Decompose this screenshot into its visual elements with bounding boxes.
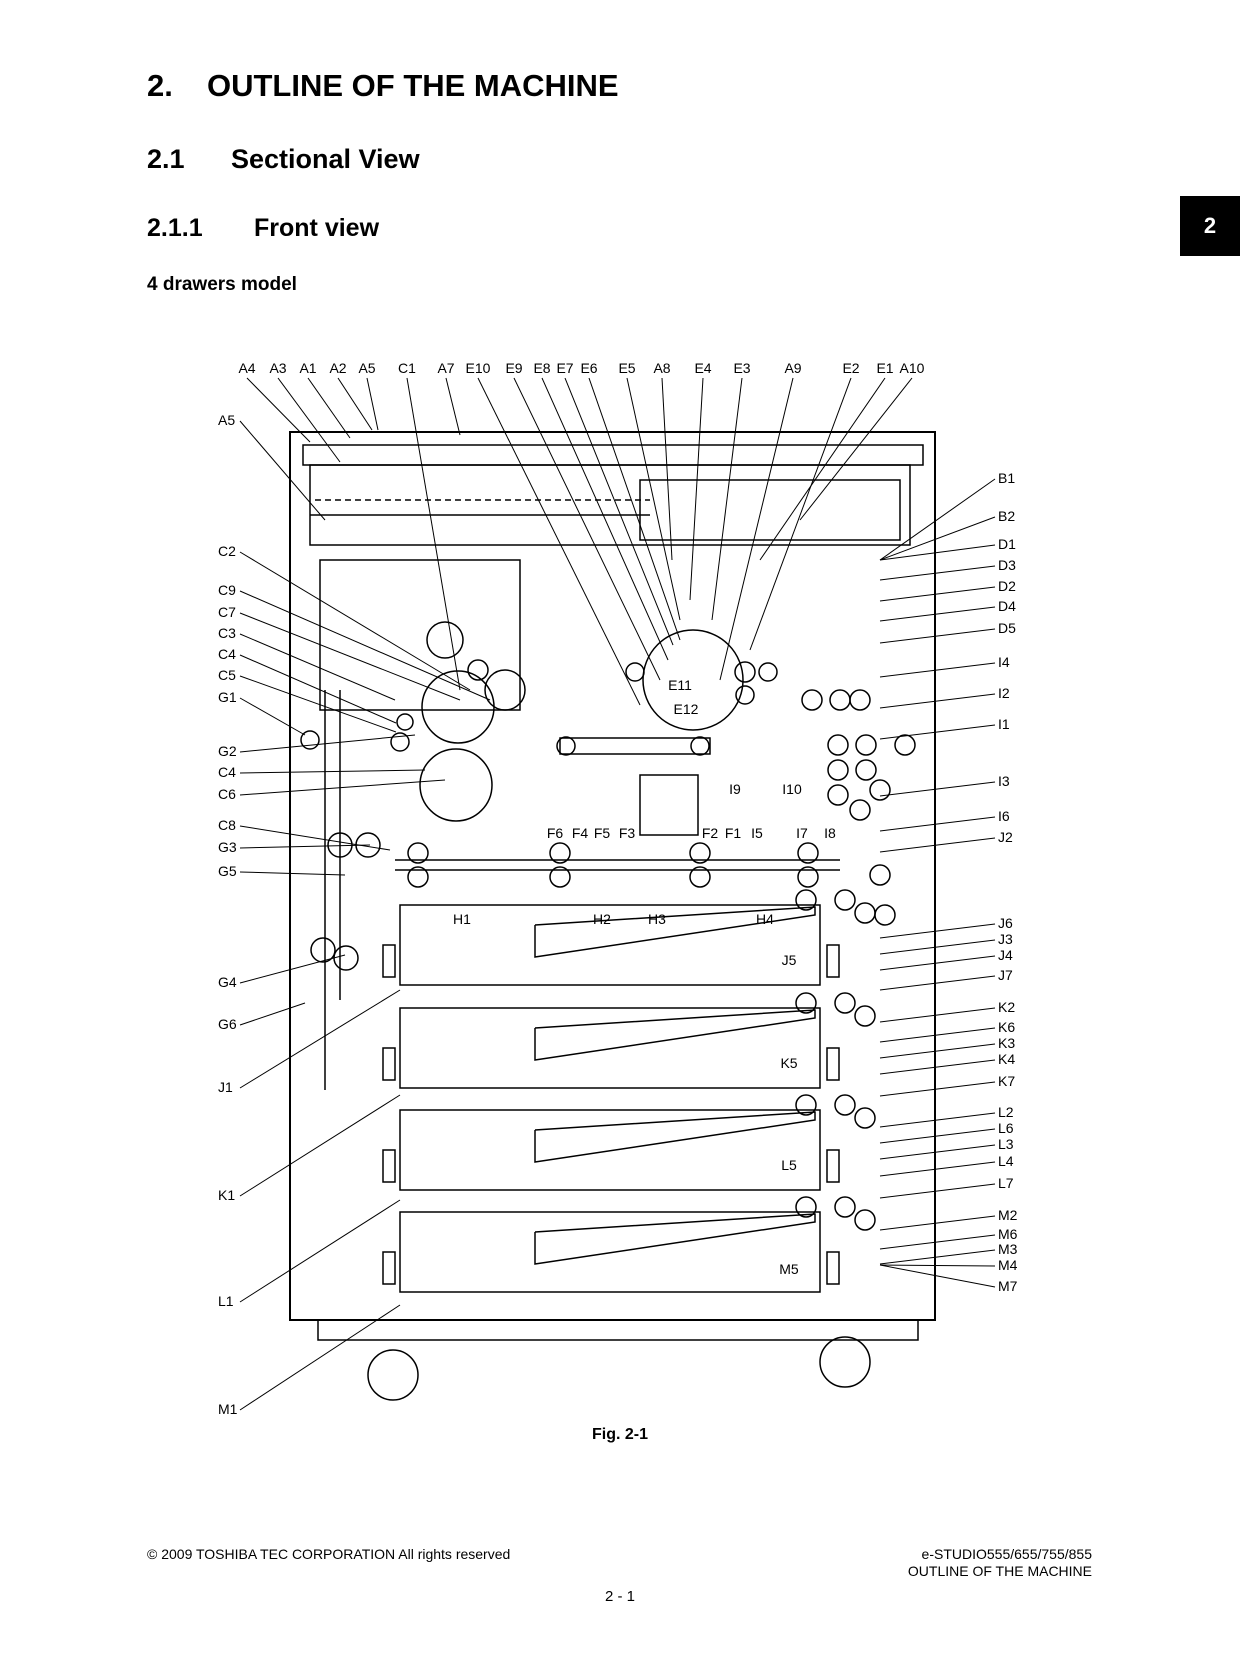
- label-g5-left-13: G5: [218, 863, 237, 879]
- label-k5-inner: K5: [780, 1055, 798, 1071]
- leader-j7-right-16: [880, 976, 995, 990]
- label-a2-top: A2: [329, 360, 347, 376]
- cleaner-roller-c: [759, 663, 777, 681]
- label-k2-right-17: K2: [998, 999, 1016, 1015]
- label-d4-right-5: D4: [998, 598, 1016, 614]
- scanner-unit: [310, 465, 910, 545]
- leader-i1-right-9: [880, 725, 995, 739]
- label-c9-left-2: C9: [218, 582, 236, 598]
- label-d5-right-6: D5: [998, 620, 1016, 636]
- leader-g5-left-13: [240, 872, 345, 875]
- leader-j1-left-16: [240, 990, 400, 1088]
- label-e2-top: E2: [842, 360, 860, 376]
- left-caster: [368, 1350, 418, 1400]
- label-k1-left-17: K1: [218, 1187, 236, 1203]
- leader-i2-right-8: [880, 694, 995, 708]
- transfer-belt: [560, 738, 710, 754]
- paper-lift-plate-4: [535, 1214, 815, 1264]
- feed-roller-2: [850, 690, 870, 710]
- label-k4-right-20: K4: [998, 1051, 1016, 1067]
- scanner-optics: [640, 480, 900, 540]
- label-g4-left-14: G4: [218, 974, 237, 990]
- label-j1-left-16: J1: [218, 1079, 233, 1095]
- label-a8-top: A8: [653, 360, 671, 376]
- leader-e2-top: [750, 378, 851, 650]
- label-e9-top: E9: [505, 360, 523, 376]
- leader-e1-top: [760, 378, 885, 560]
- leader-k3-right-19: [880, 1044, 995, 1058]
- label-m5-inner: M5: [779, 1261, 799, 1277]
- label-h4-inner: H4: [756, 911, 774, 927]
- lower-optics: [320, 560, 520, 710]
- label-e5-top: E5: [618, 360, 636, 376]
- mixing-roller: [427, 622, 463, 658]
- leader-m2-right-27: [880, 1216, 995, 1230]
- label-e1-top: E1: [876, 360, 894, 376]
- leader-j4-right-15: [880, 956, 995, 970]
- label-f3-inner: F3: [618, 825, 636, 841]
- label-b1-right-0: B1: [998, 470, 1016, 486]
- label-f5-inner: F5: [593, 825, 611, 841]
- feed-roller-drawer-4: [835, 1197, 855, 1217]
- label-f6-inner: F6: [546, 825, 564, 841]
- label-l5-inner: L5: [781, 1157, 797, 1173]
- feed-roller-7: [828, 785, 848, 805]
- label-h1-inner: H1: [453, 911, 471, 927]
- leader-m6-right-28: [880, 1235, 995, 1249]
- leader-a3-top: [278, 378, 340, 462]
- section-number: 2.1: [147, 144, 185, 174]
- leader-l6-right-23: [880, 1129, 995, 1143]
- label-i3-right-10: I3: [998, 773, 1010, 789]
- leader-l2-right-22: [880, 1113, 995, 1127]
- label-j6-right-13: J6: [998, 915, 1013, 931]
- label-a5-left-0: A5: [218, 412, 236, 428]
- leader-c6-left-10: [240, 780, 445, 795]
- machine-outline: [290, 432, 935, 1400]
- exit-roller-c: [397, 714, 413, 730]
- label-g3-left-12: G3: [218, 839, 237, 855]
- paper-lift-plate-2: [535, 1010, 815, 1060]
- label-a1-top: A1: [299, 360, 317, 376]
- label-h3-inner: H3: [648, 911, 666, 927]
- feed-roller-3: [828, 735, 848, 755]
- leader-i3-right-10: [880, 782, 995, 796]
- leader-k2-right-17: [880, 1008, 995, 1022]
- leader-a5-left-0: [240, 421, 325, 520]
- leader-c5-left-6: [240, 676, 396, 732]
- right-caster: [820, 1337, 870, 1387]
- label-e4-top: E4: [694, 360, 712, 376]
- leader-j6-right-13: [880, 924, 995, 938]
- leader-d4-right-5: [880, 607, 995, 621]
- leader-l4-right-25: [880, 1162, 995, 1176]
- label-a7-top: A7: [437, 360, 455, 376]
- leader-k6-right-18: [880, 1028, 995, 1042]
- leader-g1-left-7: [240, 698, 305, 735]
- leader-lines: [240, 378, 995, 1410]
- leader-l1-left-18: [240, 1200, 400, 1302]
- leader-b1-right-0: [880, 479, 995, 560]
- leader-a9-top: [720, 378, 793, 680]
- label-g2-left-8: G2: [218, 743, 237, 759]
- leader-d5-right-6: [880, 629, 995, 643]
- label-g6-left-15: G6: [218, 1016, 237, 1032]
- part-labels: [218, 360, 1018, 1417]
- label-g1-left-7: G1: [218, 689, 237, 705]
- label-m1-left-19: M1: [218, 1401, 238, 1417]
- feed-roller-9: [870, 780, 890, 800]
- label-c3-left-4: C3: [218, 625, 236, 641]
- label-i7-inner: I7: [796, 825, 808, 841]
- leader-i6-right-11: [880, 817, 995, 831]
- leader-c4-left-9: [240, 770, 425, 773]
- footer-model: e-STUDIO555/655/755/855: [921, 1546, 1092, 1562]
- label-m2-right-27: M2: [998, 1207, 1018, 1223]
- label-j4-right-15: J4: [998, 947, 1013, 963]
- label-e10-top: E10: [465, 360, 491, 376]
- label-e8-top: E8: [533, 360, 551, 376]
- separation-roller-1: [855, 903, 875, 923]
- label-c7-left-3: C7: [218, 604, 236, 620]
- section-title: Sectional View: [231, 144, 420, 174]
- leader-e10-top: [478, 378, 640, 705]
- leader-c7-left-3: [240, 613, 460, 700]
- leader-m4-right-30: [880, 1265, 995, 1266]
- label-k6-right-18: K6: [998, 1019, 1016, 1035]
- label-i4-right-7: I4: [998, 654, 1010, 670]
- label-a9-top: A9: [784, 360, 802, 376]
- leader-e4-top: [690, 378, 703, 600]
- leader-c2-left-1: [240, 552, 470, 690]
- label-e3-top: E3: [733, 360, 751, 376]
- leader-a10-top: [800, 378, 912, 520]
- label-c1-top: C1: [398, 360, 416, 376]
- label-l1-left-18: L1: [218, 1293, 234, 1309]
- label-f2-inner: F2: [701, 825, 719, 841]
- drawer-stop-2: [383, 1048, 395, 1080]
- label-i8-inner: I8: [824, 825, 836, 841]
- chapter-title: OUTLINE OF THE MACHINE: [207, 68, 619, 103]
- label-m4-right-30: M4: [998, 1257, 1018, 1273]
- leader-k1-left-17: [240, 1095, 400, 1196]
- leader-c1-top: [407, 378, 460, 690]
- separation-roller-4: [855, 1210, 875, 1230]
- label-i2-right-8: I2: [998, 685, 1010, 701]
- feed-roller-0: [802, 690, 822, 710]
- leader-a2-top: [338, 378, 372, 430]
- label-d2-right-4: D2: [998, 578, 1016, 594]
- leader-g2-left-8: [240, 735, 415, 752]
- drawer-stop-4: [383, 1252, 395, 1284]
- feed-roller-10: [850, 800, 870, 820]
- footer-doc-info: [908, 1546, 1092, 1580]
- label-a3-top: A3: [269, 360, 287, 376]
- leader-a4-top: [247, 378, 310, 442]
- label-e7-top: E7: [556, 360, 574, 376]
- leader-j3-right-14: [880, 940, 995, 954]
- leader-i4-right-7: [880, 663, 995, 677]
- chapter-number: 2.: [147, 68, 173, 103]
- leader-a5-top: [367, 378, 378, 430]
- label-k7-right-21: K7: [998, 1073, 1016, 1089]
- label-c6-left-10: C6: [218, 786, 236, 802]
- paper-lift-plate-3: [535, 1112, 815, 1162]
- feed-roller-1: [830, 690, 850, 710]
- belt-roller-right: [691, 737, 709, 755]
- label-i9-inner: I9: [729, 781, 741, 797]
- leader-b2-right-1: [880, 517, 995, 560]
- label-f4-inner: F4: [571, 825, 589, 841]
- developer-roller: [422, 671, 494, 743]
- label-j5-inner: J5: [781, 952, 797, 968]
- feed-roller-5: [828, 760, 848, 780]
- label-k3-right-19: K3: [998, 1035, 1016, 1051]
- label-m7-right-31: M7: [998, 1278, 1018, 1294]
- footer-chapter: OUTLINE OF THE MACHINE: [907, 1563, 1092, 1579]
- drawer-stop-1: [383, 945, 395, 977]
- label-a10-top: A10: [899, 360, 925, 376]
- drawer-stop-3: [383, 1150, 395, 1182]
- copyright: © 2009 TOSHIBA TEC CORPORATION All rights reserved: [147, 1546, 511, 1562]
- label-c8-left-11: C8: [218, 817, 236, 833]
- leader-e6-top: [589, 378, 680, 640]
- label-e11-inner: E11: [668, 677, 692, 693]
- label-l2-right-22: L2: [998, 1104, 1014, 1120]
- leader-a7-top: [446, 378, 460, 435]
- label-e12-inner: E12: [673, 701, 699, 717]
- label-m6-right-28: M6: [998, 1226, 1018, 1242]
- feed-roller-6: [856, 760, 876, 780]
- leader-l7-right-26: [880, 1184, 995, 1198]
- label-b2-right-1: B2: [998, 508, 1016, 524]
- leader-m3-right-29: [880, 1250, 995, 1264]
- label-h2-inner: H2: [593, 911, 611, 927]
- drawer-handle-4: [827, 1252, 839, 1284]
- leader-a8-top: [662, 378, 672, 560]
- leader-e3-top: [712, 378, 742, 620]
- feed-roller-12: [875, 905, 895, 925]
- label-l7-right-26: L7: [998, 1175, 1014, 1191]
- developer-roller-lower: [420, 749, 492, 821]
- leader-e9-top: [514, 378, 660, 680]
- label-j7-right-16: J7: [998, 967, 1013, 983]
- leader-k7-right-21: [880, 1082, 995, 1096]
- leader-l3-right-24: [880, 1145, 995, 1159]
- label-l4-right-25: L4: [998, 1153, 1014, 1169]
- label-f1-inner: F1: [724, 825, 742, 841]
- leader-g3-left-12: [240, 845, 370, 848]
- drawer-handle-1: [827, 945, 839, 977]
- label-l6-right-23: L6: [998, 1120, 1014, 1136]
- drawer-handle-3: [827, 1150, 839, 1182]
- label-i6-right-11: I6: [998, 808, 1010, 824]
- label-c2-left-1: C2: [218, 543, 236, 559]
- base-plate: [318, 1320, 918, 1340]
- label-m3-right-29: M3: [998, 1241, 1018, 1257]
- leader-d3-right-3: [880, 566, 995, 580]
- page-number: 2 - 1: [604, 1588, 635, 1605]
- label-a5-top: A5: [358, 360, 376, 376]
- feed-roller-drawer-3: [835, 1095, 855, 1115]
- leader-k4-right-20: [880, 1060, 995, 1074]
- subsection-title: Front view: [254, 214, 380, 242]
- label-e6-top: E6: [580, 360, 598, 376]
- feed-roller-11: [870, 865, 890, 885]
- label-l3-right-24: L3: [998, 1136, 1014, 1152]
- feed-roller-drawer-2: [835, 993, 855, 1013]
- cabinet-outline: [290, 432, 935, 1320]
- leader-j2-right-12: [880, 838, 995, 852]
- label-i10-inner: I10: [782, 781, 802, 797]
- chapter-tab: 2: [1180, 196, 1240, 256]
- label-c4-left-5: C4: [218, 646, 236, 662]
- leader-g6-left-15: [240, 1003, 305, 1025]
- label-d3-right-3: D3: [998, 557, 1016, 573]
- drawer-handle-2: [827, 1048, 839, 1080]
- leader-e5-top: [627, 378, 680, 620]
- cleaner-roller-a: [735, 662, 755, 682]
- model-heading: 4 drawers model: [147, 274, 297, 295]
- leader-e7-top: [565, 378, 673, 645]
- label-i5-inner: I5: [751, 825, 763, 841]
- feed-roller-8: [895, 735, 915, 755]
- leader-g4-left-14: [240, 955, 345, 983]
- separation-roller-2: [855, 1006, 875, 1026]
- leader-m7-right-31: [880, 1265, 995, 1287]
- duplex-roller-d: [334, 946, 358, 970]
- fuser-bracket: [640, 775, 698, 835]
- feed-roller-4: [856, 735, 876, 755]
- label-c5-left-6: C5: [218, 667, 236, 683]
- leader-d2-right-4: [880, 587, 995, 601]
- label-i1-right-9: I1: [998, 716, 1010, 732]
- feed-roller-drawer-1: [835, 890, 855, 910]
- charger-roller: [626, 663, 644, 681]
- label-c4-left-9: C4: [218, 764, 236, 780]
- toner-roller: [485, 670, 525, 710]
- subsection-number: 2.1.1: [147, 214, 203, 242]
- cleaner-roller-b: [736, 686, 754, 704]
- label-a4-top: A4: [238, 360, 256, 376]
- separation-roller-3: [855, 1108, 875, 1128]
- figure-caption: Fig. 2-1: [591, 1426, 648, 1443]
- label-d1-right-2: D1: [998, 536, 1016, 552]
- label-j2-right-12: J2: [998, 829, 1013, 845]
- leader-e8-top: [542, 378, 668, 660]
- label-j3-right-14: J3: [998, 931, 1013, 947]
